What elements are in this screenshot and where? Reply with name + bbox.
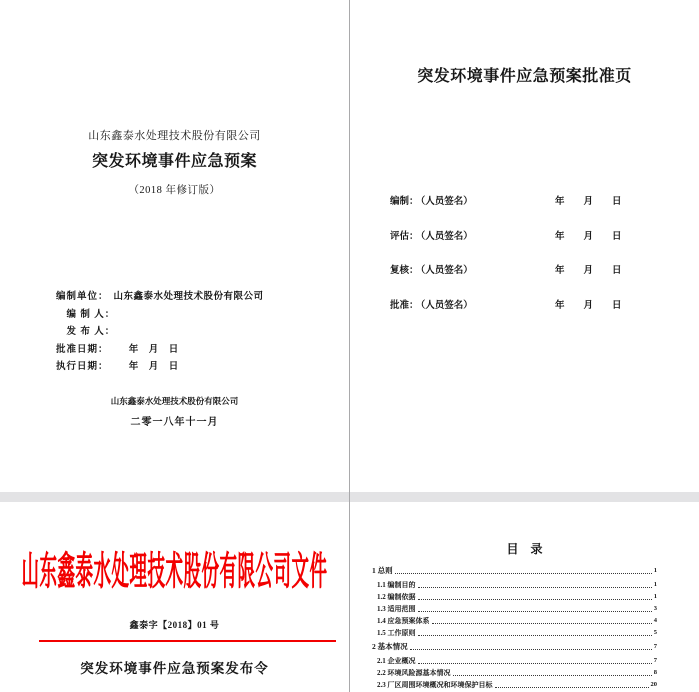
approval-label: 复核： [390,266,419,276]
cover-fields-block [56,292,264,380]
page-gutter-vertical [349,0,350,692]
toc-entry-label: 1.2 编制依据 [377,593,416,601]
toc-page-number: 1 [653,593,657,600]
toc-page-number: 4 [653,617,657,624]
approval-page-title: 突发环境事件应急预案批准页 [417,68,632,85]
toc-entry [372,641,657,653]
page-approval [350,0,699,492]
toc-dot-leader [418,635,652,636]
cover-footer-date: 二零一八年十一月 [130,417,219,428]
toc-page-number: 8 [653,669,657,676]
toc-entry [372,679,657,691]
toc-dot-leader [418,599,652,600]
toc-entry [372,667,657,679]
toc-dot-leader [432,623,652,624]
toc-entry-label: 1.4 应急预案体系 [377,617,430,625]
approval-signer: （人员签名） [420,197,473,207]
toc-entry [372,655,657,667]
cover-field-row [56,345,264,356]
page-toc [350,502,699,692]
field-label: 批准日期： [56,344,104,355]
toc-page-number: 7 [653,643,657,650]
toc-page-number: 1 [653,567,657,574]
toc-entry [372,565,657,577]
release-red-header [0,547,349,595]
release-red-header-text: 山东鑫泰水处理技术股份有限公司文件 [21,548,328,594]
page-release [0,502,349,692]
toc-entry [372,579,657,591]
cover-footer-company: 山东鑫泰水处理技术股份有限公司 [110,396,239,406]
toc-page-number: 7 [653,657,657,664]
toc-page-number: 1 [653,581,657,588]
toc-entry-label: 2.1 企业概况 [377,657,416,665]
approval-label: 编制： [390,197,419,207]
toc-entry-label: 1 总则 [372,566,393,575]
toc-entry-label: 1.5 工作原则 [377,629,416,637]
toc-dot-leader [418,611,652,612]
toc-entry [372,591,657,603]
toc-page-number: 3 [653,605,657,612]
toc-entry-label: 2.3 厂区周围环境概况和环境保护目标 [377,681,493,689]
approval-date: 年 月 日 [555,300,622,311]
approval-signer: （人员签名） [420,231,473,242]
toc-page-number: 20 [650,681,657,688]
field-value: 山东鑫泰水处理技术股份有限公司 [113,292,264,302]
toc-dot-leader [410,649,652,650]
toc-dot-leader [418,587,652,588]
toc-entry-label: 1.1 编制目的 [377,581,416,589]
approval-rows-block [390,197,699,335]
cover-title: 突发环境事件应急预案 [91,153,257,170]
approval-signer: （人员签名） [420,300,473,311]
release-doc-number: 鑫泰字【2018】01 号 [129,620,220,630]
toc-entry [372,603,657,615]
field-label: 发 布 人： [56,327,116,337]
field-value: 年 月 日 [108,362,179,372]
toc-entry-label: 1.3 适用范围 [377,605,416,613]
approval-row [390,266,699,301]
toc-list [372,563,657,691]
cover-field-row [56,292,264,303]
cover-field-row [56,310,264,321]
release-title: 突发环境事件应急预案发布令 [80,661,269,676]
toc-title: 目 录 [506,542,543,556]
toc-entry-label: 2 基本情况 [372,642,408,651]
approval-date: 年 月 日 [555,266,622,276]
cover-field-row [56,327,264,338]
toc-entry [372,627,657,639]
approval-row [390,232,699,267]
approval-signer: （人员签名） [420,266,473,276]
field-label: 编 制 人： [56,309,116,320]
approval-date: 年 月 日 [555,231,622,242]
cover-company-line: 山东鑫泰水处理技术股份有限公司 [88,130,261,142]
approval-row [390,301,699,336]
field-label: 编制单位： [56,292,109,302]
page-cover [0,0,349,492]
release-red-divider [39,640,336,642]
cover-field-row [56,362,264,373]
approval-label: 批准： [390,300,419,311]
approval-row [390,197,699,232]
approval-label: 评估： [390,231,419,242]
toc-dot-leader [418,663,652,664]
field-label: 执行日期： [56,362,104,372]
toc-page-number: 5 [653,629,657,636]
cover-edition: （2018 年修订版） [128,185,221,196]
toc-dot-leader [395,573,652,574]
approval-date: 年 月 日 [555,197,622,207]
field-value: 年 月 日 [108,344,179,355]
toc-entry [372,615,657,627]
toc-entry-label: 2.2 环境风险源基本情况 [377,669,451,677]
toc-dot-leader [495,687,649,688]
toc-dot-leader [453,675,652,676]
